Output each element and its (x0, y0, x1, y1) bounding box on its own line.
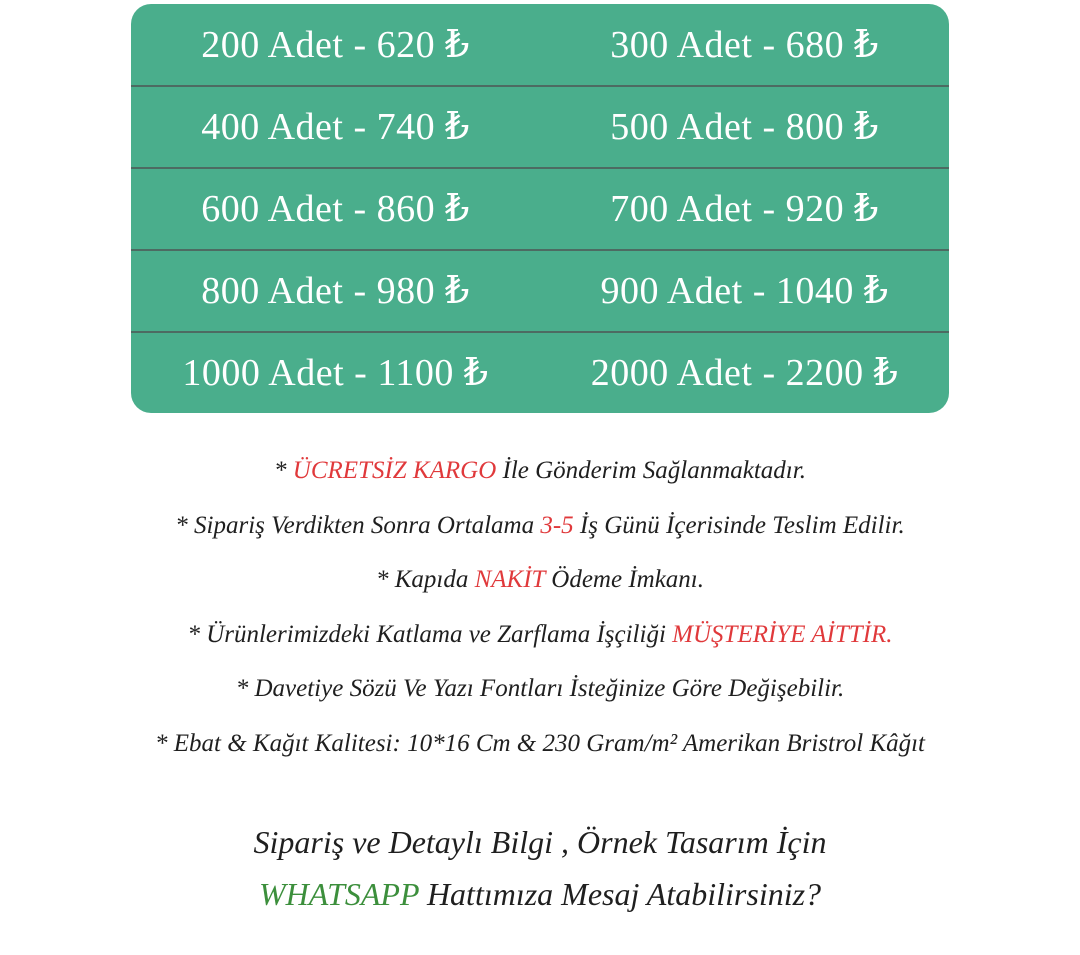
price-row (131, 250, 949, 331)
info-delivery-time (0, 499, 1080, 554)
info-cash-payment (0, 553, 1080, 608)
info-paper-quality: * Ebat & Kağıt Kalitesi: 10*16 Cm & 230 Gram/m² Amerikan Bristrol Kâğıt (154, 729, 926, 757)
price-cell: 800 Adet - 980 ₺ (201, 270, 470, 312)
info-text: * (274, 457, 293, 484)
price-cell: 600 Adet - 860 ₺ (201, 188, 470, 230)
footer-text: Hattımıza Mesaj Atabilirsiniz? (418, 876, 822, 912)
footer-contact (0, 816, 1080, 920)
whatsapp-label: WHATSAPP (258, 876, 419, 912)
footer-line-2 (0, 868, 1080, 920)
info-text: Ödeme İmkanı. (545, 566, 704, 593)
price-cell: 300 Adet - 680 ₺ (610, 24, 879, 66)
info-highlight: ÜCRETSİZ KARGO (292, 457, 497, 484)
price-cell: 200 Adet - 620 ₺ (201, 24, 470, 66)
info-highlight: MÜŞTERİYE AİTTİR. (672, 620, 893, 648)
info-text: * Kapıda (375, 566, 475, 593)
price-row (131, 168, 949, 249)
price-row (131, 4, 949, 85)
footer-line-1: Sipariş ve Detaylı Bilgi , Örnek Tasarım İçin (253, 824, 827, 860)
info-text: * Ürünlerimizdeki Katlama ve Zarflama İşçiliği (187, 620, 673, 648)
price-cell: 900 Adet - 1040 ₺ (600, 270, 889, 312)
info-highlight: 3-5 (540, 511, 574, 539)
info-font-note: * Davetiye Sözü Ve Yazı Fontları İsteğinize Göre Değişebilir. (235, 675, 845, 702)
price-cell: 1000 Adet - 1100 ₺ (182, 352, 489, 394)
info-highlight: NAKİT (474, 566, 546, 593)
info-text: İş Günü İçerisinde Teslim Edilir. (573, 511, 905, 539)
price-row (131, 332, 949, 413)
price-cell: 700 Adet - 920 ₺ (610, 188, 879, 230)
info-free-shipping (0, 444, 1080, 499)
info-text: İle Gönderim Sağlanmaktadır. (496, 457, 806, 484)
info-folding-note (0, 608, 1080, 663)
info-list (0, 444, 1080, 771)
price-cell: 400 Adet - 740 ₺ (201, 106, 470, 148)
price-row (131, 86, 949, 167)
info-text: * Sipariş Verdikten Sonra Ortalama (175, 511, 541, 539)
price-cell: 2000 Adet - 2200 ₺ (590, 352, 899, 394)
price-cell: 500 Adet - 800 ₺ (610, 106, 879, 148)
price-table (131, 4, 949, 413)
